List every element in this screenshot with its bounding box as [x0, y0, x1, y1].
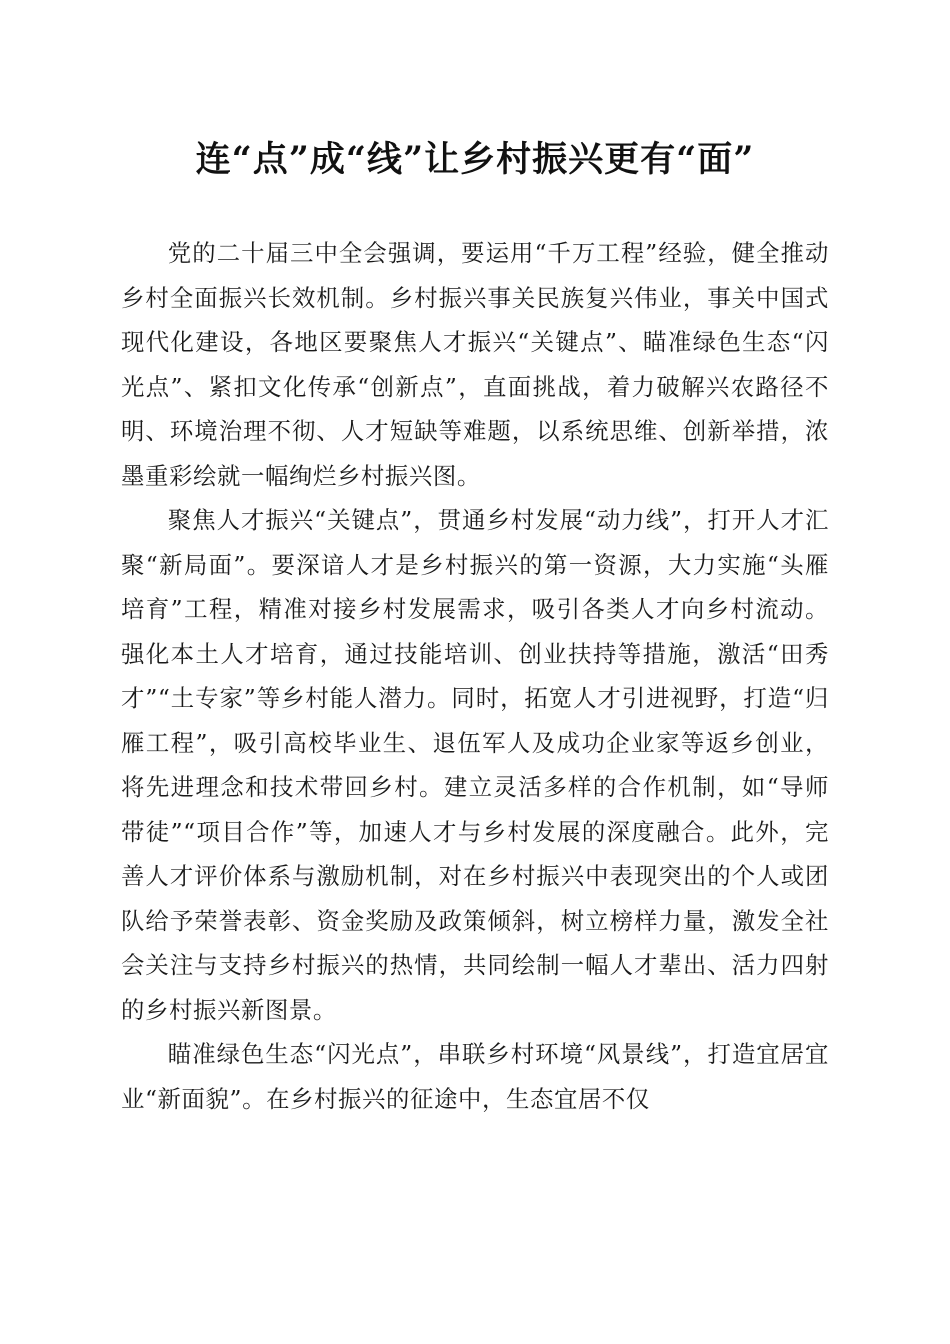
- document-title: 连“点”成“线”让乡村振兴更有“面”: [195, 139, 755, 180]
- paragraph-ecology: 瞄准绿色生态“闪光点”，串联乡村环境“风景线”，打造宜居宜业“新面貌”。在乡村振兴的征途中，生态宜居不仅: [121, 1040, 829, 1113]
- paragraph-intro: 党的二十届三中全会强调，要运用“千万工程”经验，健全推动乡村全面振兴长效机制。乡村振兴事关民族复兴伟业，事关中国式现代化建设，各地区要聚焦人才振兴“关键点”、瞄准绿色生态“闪光点”、紧扣文化传承“创新点”，直面挑战，着力破解兴农路径不明、环境治理不彻、人才短缺等难题，以系统思维、创新举措，浓墨重彩绘就一幅绚烂乡村振兴图。: [121, 239, 829, 490]
- paragraph-talent: 聚焦人才振兴“关键点”，贯通乡村发展“动力线”，打开人才汇聚“新局面”。要深谙人才是乡村振兴的第一资源，大力实施“头雁培育”工程，精准对接乡村发展需求，吸引各类人才向乡村流动。强化本土人才培育，通过技能培训、创业扶持等措施，激活“田秀才”“土专家”等乡村能人潜力。同时，拓宽人才引进视野，打造“归雁工程”，吸引高校毕业生、退伍军人及成功企业家等返乡创业，将先进理念和技术带回乡村。建立灵活多样的合作机制，如“导师带徒”“项目合作”等，加速人才与乡村发展的深度融合。此外，完善人才评价体系与激励机制，对在乡村振兴中表现突出的个人或团队给予荣誉表彰、资金奖励及政策倾斜，树立榜样力量，激发全社会关注与支持乡村振兴的热情，共同绘制一幅人才辈出、活力四射的乡村振兴新图景。: [121, 506, 829, 1024]
- document-body: [121, 231, 829, 1121]
